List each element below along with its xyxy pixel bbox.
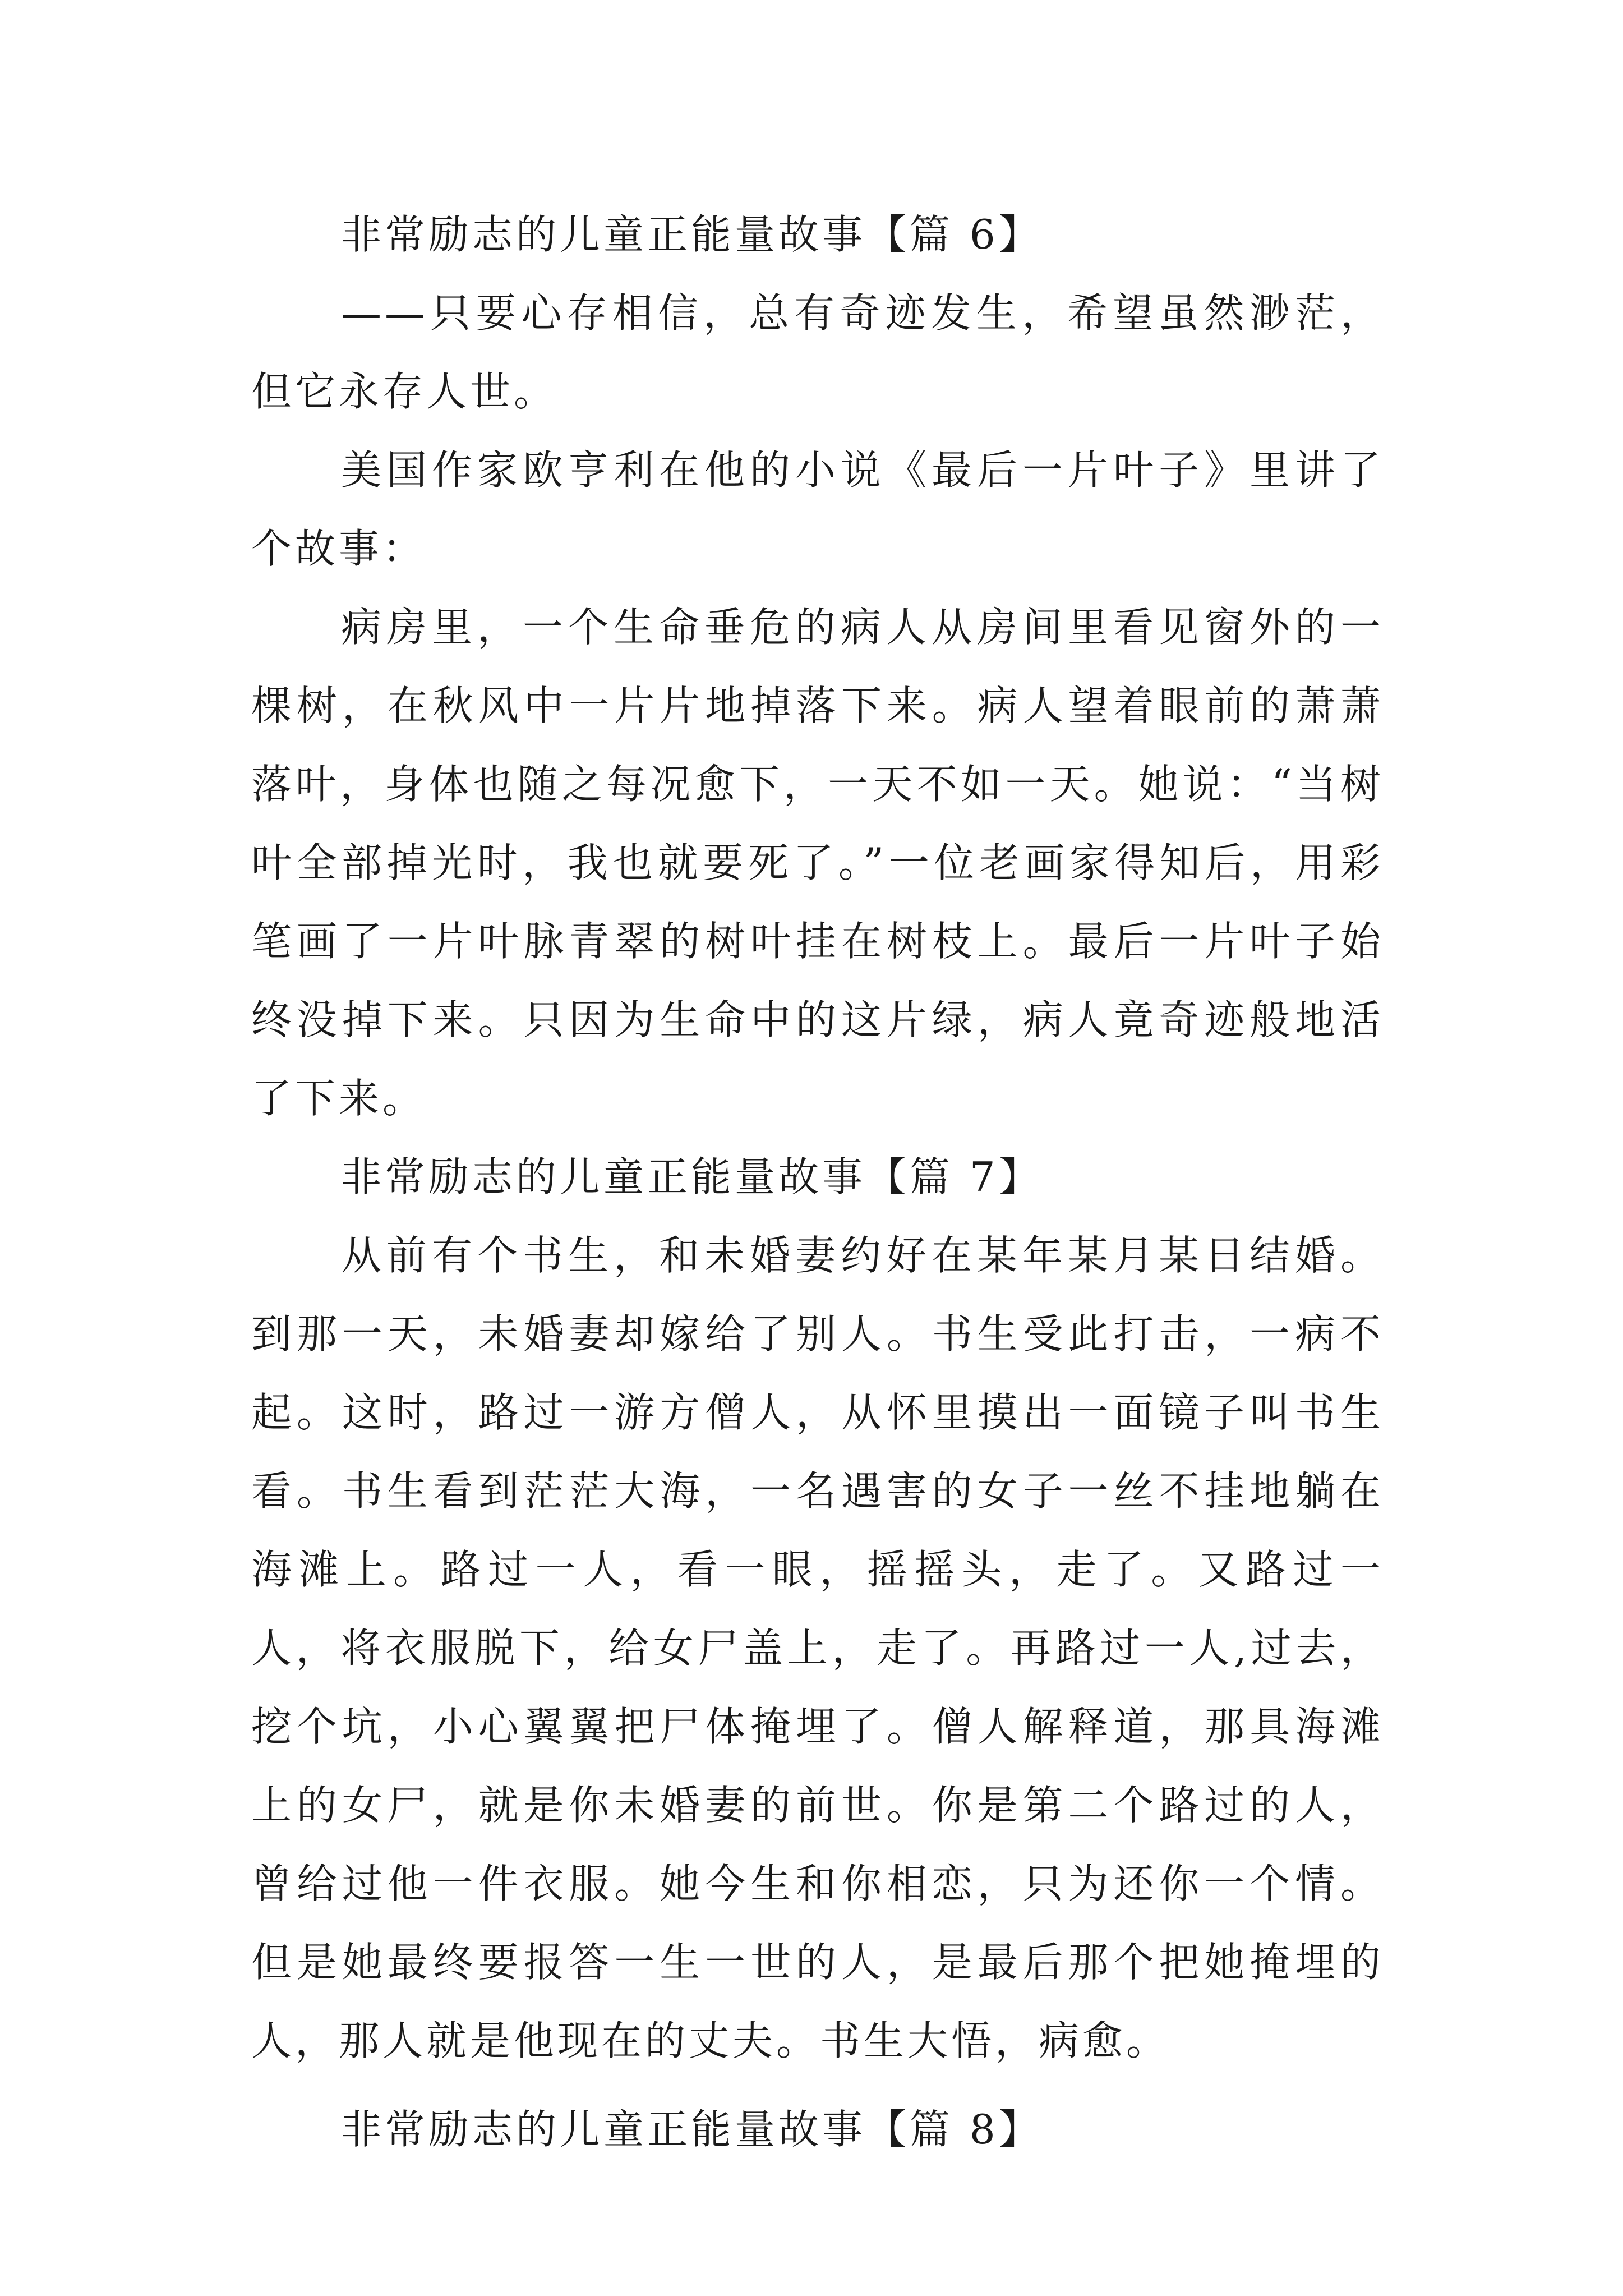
paragraph-quote: ——只要心存相信，总有奇迹发生，希望虽然渺茫，但它永存人世。 [251, 289, 1384, 415]
section-heading-6: 非常励志的儿童正能量故事【篇 6】 [341, 211, 1043, 258]
paragraph-story-scholar: 从前有个书生，和未婚妻约好在某年某月某日结婚。到那一天，未婚妻却嫁给了别人。书生受此打击，一病不起。这时，路过一游方僧人，从怀里摸出一面镜子叫书生看。书生看到茫茫大海，一名遇害的女子一丝不挂地躺在海滩上。路过一人，看一眼，摇摇头，走了。又路过一人，将衣服脱下，给女尸盖上，走了。再路过一人,过去，挖个坑，小心翼翼把尸体掩埋了。僧人解释道，那具海滩上的女尸，就是你未婚妻的前世。你是第二个路过的人，曾给过他一件衣服。她今生和你相恋，只为还你一个情。但是她最终要报答一生一世的人，是最后那个把她掩埋的人，那人就是他现在的丈夫。书生大悟，病愈。 [251, 1232, 1384, 2064]
section-heading-7: 非常励志的儿童正能量故事【篇 7】 [341, 1153, 1043, 1200]
paragraph-intro: 美国作家欧亨利在他的小说《最后一片叶子》里讲了个故事： [251, 447, 1384, 572]
document-page [251, 195, 1384, 2169]
section-heading-8: 非常励志的儿童正能量故事【篇 8】 [341, 2106, 1043, 2153]
paragraph-story-leaf: 病房里，一个生命垂危的病人从房间里看见窗外的一棵树，在秋风中一片片地掉落下来。病人望着眼前的萧萧落叶，身体也随之每况愈下，一天不如一天。她说：“当树叶全部掉光时，我也就要死了。”一位老画家得知后，用彩笔画了一片叶脉青翠的树叶挂在树枝上。最后一片叶子始终没掉下来。只因为生命中的这片绿，病人竟奇迹般地活了下来。 [251, 604, 1384, 1122]
